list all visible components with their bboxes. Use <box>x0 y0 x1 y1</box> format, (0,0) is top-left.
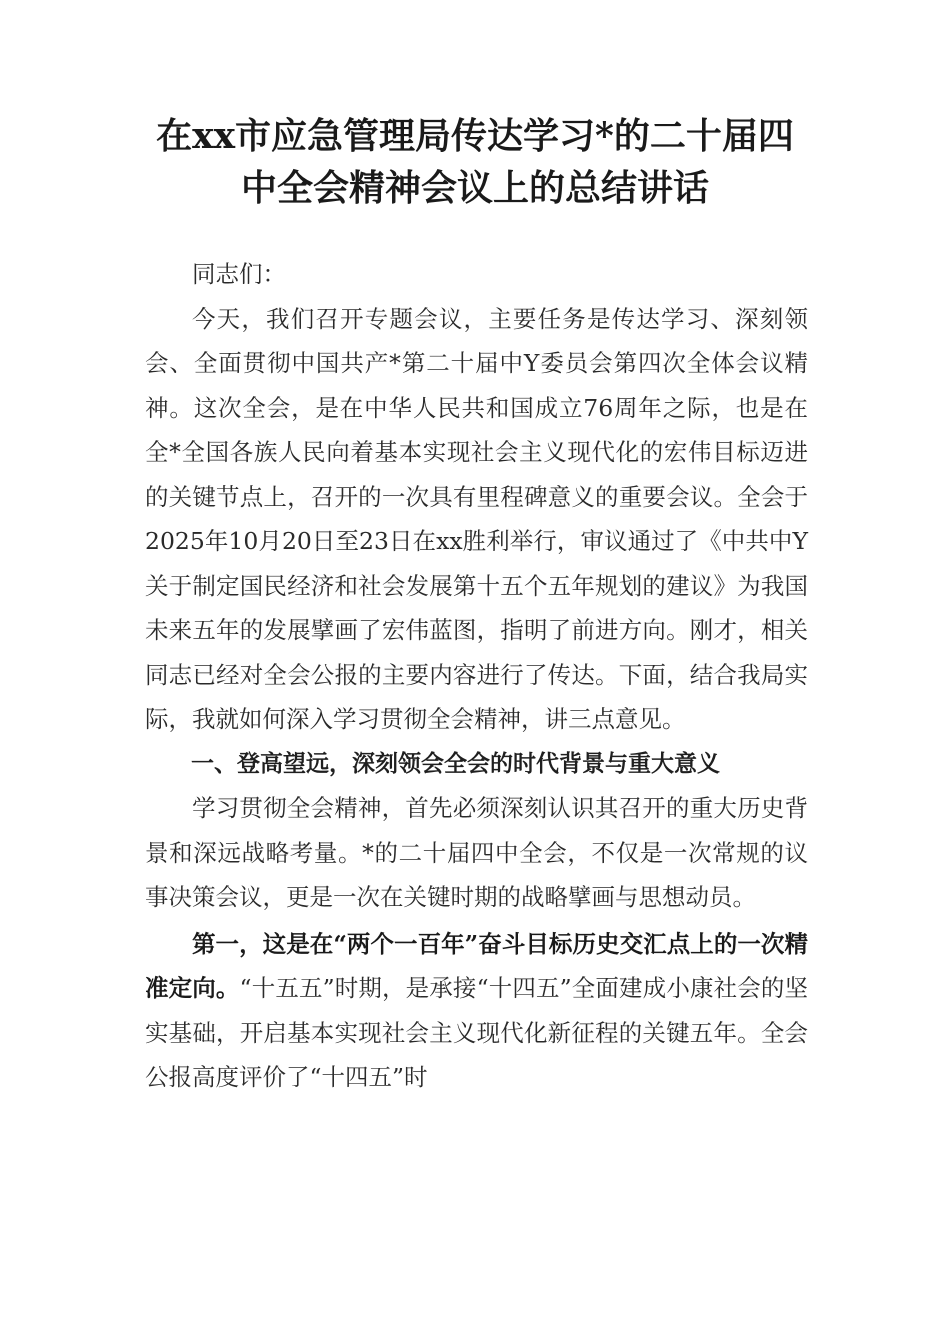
greeting: 同志们： <box>192 260 286 288</box>
document-title <box>120 110 830 214</box>
section-1-point-1 <box>145 922 808 1100</box>
title-line-1: 在xx市应急管理局传达学习*的二十届四 <box>156 115 794 157</box>
point-1-body: “十五五”时期，是承接“十四五”全面建成小康社会的坚实基础，开启基本实现社会主义现代化新征程的关键五年。全会公报高度评价了“十四五”时 <box>145 974 808 1091</box>
title-line-2: 中全会精神会议上的总结讲话 <box>240 167 709 209</box>
section-1-heading: 一、登高望远，深刻领会全会的时代背景与重大意义 <box>191 750 720 777</box>
section-1-paragraph-1: 学习贯彻全会精神，首先必须深刻认识其召开的重大历史背景和深远战略考量。*的二十届四中全会，不仅是一次常规的议事决策会议，更是一次在关键时期的战略擘画与思想动员。 <box>145 794 808 911</box>
document-body <box>145 252 808 1100</box>
intro-paragraph: 今天，我们召开专题会议，主要任务是传达学习、深刻领会、全面贯彻中国共产*第二十届中Y委员会第四次全体会议精神。这次全会，是在中华人民共和国成立76周年之际，也是在全*全国各族人民向着基本实现社会主义现代化的宏伟目标迈进的关键节点上，召开的一次具有里程碑意义的重要会议。全会于2025年10月20日至23日在xx胜利举行，审议通过了《中共中Y关于制定国民经济和社会发展第十五个五年规划的建议》为我国未来五年的发展擘画了宏伟蓝图，指明了前进方向。刚才，相关同志已经对全会公报的主要内容进行了传达。下面，结合我局实际，我就如何深入学习贯彻全会精神，讲三点意见。 <box>145 304 808 733</box>
point-1-lead: 第一，这是在“两个一百年”奋斗目标历史交汇点上的一次精准定向。 <box>145 929 808 1002</box>
